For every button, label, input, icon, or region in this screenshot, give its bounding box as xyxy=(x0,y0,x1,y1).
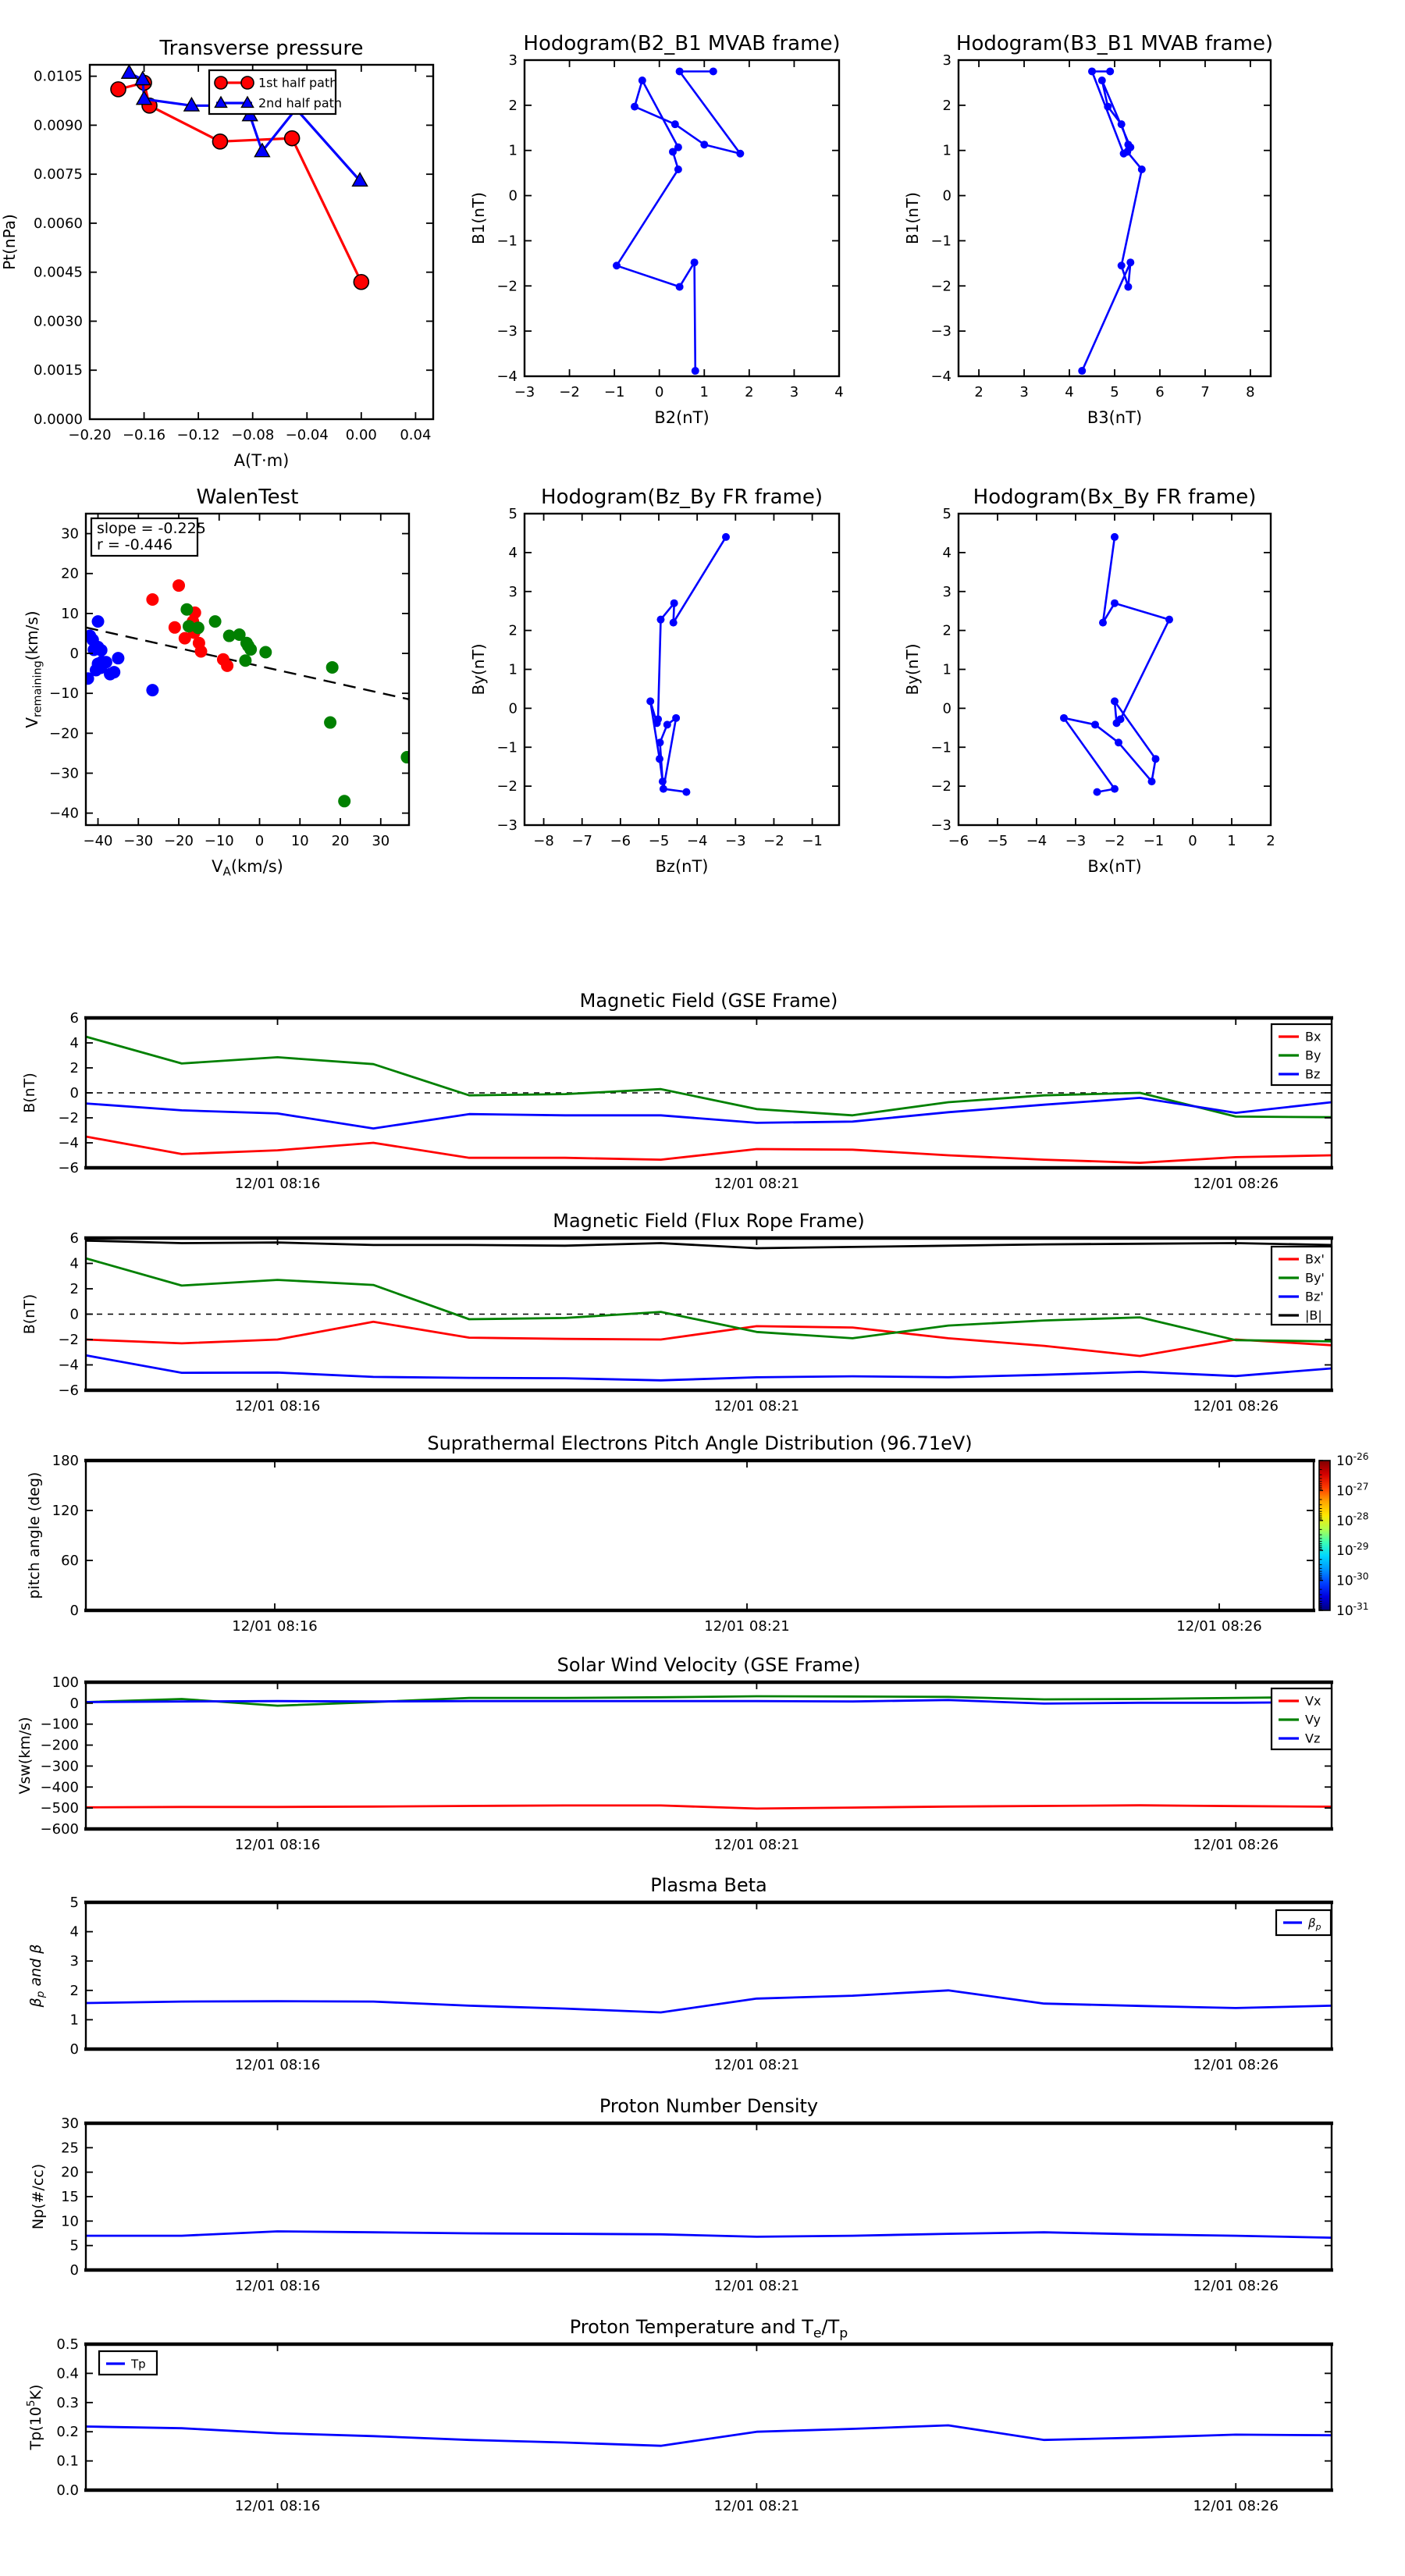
panel-hodogram-bx-by xyxy=(903,486,1275,876)
legend-label: $\beta_p$ xyxy=(1308,1916,1321,1932)
svg-text:−2: −2 xyxy=(930,278,951,295)
svg-text:120: 120 xyxy=(52,1503,79,1519)
colorbar-tick-label: $10^{-29}$ xyxy=(1336,1541,1369,1560)
svg-text:3: 3 xyxy=(942,52,951,69)
legend-label: Vy xyxy=(1305,1712,1321,1727)
svg-text:30: 30 xyxy=(61,2115,79,2132)
y-axis-label: B(nT) xyxy=(21,1073,38,1113)
colorbar-tick-label: $10^{-27}$ xyxy=(1336,1481,1369,1500)
svg-text:−4: −4 xyxy=(930,368,951,385)
svg-text:−1: −1 xyxy=(930,233,951,250)
svg-text:100: 100 xyxy=(52,1674,79,1691)
svg-text:12/01 08:26: 12/01 08:26 xyxy=(1176,1618,1262,1635)
svg-text:20: 20 xyxy=(61,2164,79,2181)
svg-text:0.2: 0.2 xyxy=(56,2424,79,2441)
legend-label: 2nd half path xyxy=(258,95,343,111)
svg-text:12/01 08:21: 12/01 08:21 xyxy=(713,2057,800,2073)
svg-text:4: 4 xyxy=(834,384,844,400)
y-axis-label: Vsw(km/s) xyxy=(16,1717,34,1795)
svg-text:2: 2 xyxy=(508,622,518,639)
svg-text:−2: −2 xyxy=(496,778,518,795)
svg-text:−3: −3 xyxy=(514,384,535,400)
svg-text:2: 2 xyxy=(69,1060,79,1076)
svg-text:−2: −2 xyxy=(559,384,580,400)
svg-text:0: 0 xyxy=(69,1085,79,1101)
svg-text:−3: −3 xyxy=(725,833,746,849)
svg-text:0: 0 xyxy=(508,187,518,205)
svg-text:0: 0 xyxy=(69,2262,79,2279)
svg-text:10: 10 xyxy=(61,2213,79,2230)
svg-text:−10: −10 xyxy=(49,685,79,703)
svg-text:−0.12: −0.12 xyxy=(176,427,220,443)
svg-text:−1: −1 xyxy=(496,233,518,250)
y-axis-label: $\beta_p$ and β xyxy=(27,1944,48,2008)
svg-text:10: 10 xyxy=(290,833,309,849)
svg-text:25: 25 xyxy=(61,2140,79,2157)
colorbar-tick-label: $10^{-28}$ xyxy=(1336,1510,1369,1529)
svg-text:12/01 08:21: 12/01 08:21 xyxy=(713,1176,800,1192)
svg-text:−0.08: −0.08 xyxy=(231,427,275,443)
svg-text:0.0045: 0.0045 xyxy=(34,264,83,281)
svg-text:8: 8 xyxy=(1246,384,1255,400)
colorbar-tick-label: $10^{-31}$ xyxy=(1336,1600,1369,1619)
legend xyxy=(1272,1247,1332,1325)
svg-text:10: 10 xyxy=(61,605,79,622)
svg-text:0: 0 xyxy=(254,833,265,849)
y-axis-label: $Tp(10^5K)$ xyxy=(25,2384,44,2450)
svg-text:3: 3 xyxy=(789,384,799,400)
svg-text:12/01 08:26: 12/01 08:26 xyxy=(1193,2057,1279,2073)
svg-text:1: 1 xyxy=(942,661,951,678)
svg-text:0: 0 xyxy=(69,646,79,663)
svg-text:−3: −3 xyxy=(496,817,518,834)
svg-text:−0.20: −0.20 xyxy=(68,427,112,443)
panel-walen-test xyxy=(23,486,413,879)
legend-label: Bx xyxy=(1305,1029,1321,1044)
colorbar-tick-label: $10^{-26}$ xyxy=(1336,1450,1369,1469)
x-axis-label: Bx(nT) xyxy=(1087,857,1142,876)
svg-text:30: 30 xyxy=(372,833,390,849)
svg-text:0.0075: 0.0075 xyxy=(34,166,83,183)
svg-text:slope = -0.225: slope = -0.225 xyxy=(97,520,206,537)
svg-text:4: 4 xyxy=(69,1923,79,1941)
svg-text:2: 2 xyxy=(942,622,951,639)
svg-text:−5: −5 xyxy=(648,833,670,849)
svg-text:−6: −6 xyxy=(948,833,969,849)
chart-title: Hodogram(Bz_By FR frame) xyxy=(541,486,823,509)
svg-text:−0.04: −0.04 xyxy=(285,427,329,443)
panel-plasma-beta xyxy=(27,1874,1333,2073)
svg-text:−1: −1 xyxy=(1143,833,1165,849)
colorbar xyxy=(1319,1451,1369,1619)
svg-text:5: 5 xyxy=(942,506,951,522)
svg-text:12/01 08:21: 12/01 08:21 xyxy=(713,1837,800,1853)
svg-text:−3: −3 xyxy=(1065,833,1087,849)
svg-text:−500: −500 xyxy=(40,1800,79,1817)
svg-text:0.00: 0.00 xyxy=(345,427,377,443)
legend xyxy=(209,70,342,114)
svg-text:6: 6 xyxy=(1155,384,1165,400)
colorbar-tick-label: $10^{-30}$ xyxy=(1336,1571,1369,1589)
svg-text:12/01 08:16: 12/01 08:16 xyxy=(234,1837,321,1853)
y-axis-label: B(nT) xyxy=(21,1293,38,1335)
legend-label: By xyxy=(1305,1048,1321,1063)
svg-text:−40: −40 xyxy=(83,833,113,849)
svg-text:−2: −2 xyxy=(496,278,518,295)
svg-text:0: 0 xyxy=(69,1603,79,1619)
svg-text:2: 2 xyxy=(69,1982,79,1999)
legend xyxy=(99,2351,157,2375)
chart-title: Transverse pressure xyxy=(159,37,364,60)
svg-text:−20: −20 xyxy=(49,725,79,742)
svg-text:1: 1 xyxy=(508,661,518,678)
svg-text:0.04: 0.04 xyxy=(400,427,432,443)
svg-text:2: 2 xyxy=(942,97,951,114)
svg-text:3: 3 xyxy=(508,583,518,600)
legend-label: |B| xyxy=(1305,1308,1322,1323)
y-axis-label: $V_{remaining}(km/s)$ xyxy=(23,610,44,728)
svg-text:3: 3 xyxy=(69,1953,79,1970)
y-axis-label: By(nT) xyxy=(903,643,922,696)
svg-text:12/01 08:21: 12/01 08:21 xyxy=(713,1398,800,1414)
panel-solar-wind-velocity xyxy=(16,1654,1333,1853)
x-axis-label: $V_A(km/s)$ xyxy=(212,857,283,879)
svg-text:12/01 08:26: 12/01 08:26 xyxy=(1193,1176,1279,1192)
svg-text:−7: −7 xyxy=(571,833,592,849)
svg-text:60: 60 xyxy=(61,1553,79,1569)
legend xyxy=(1272,1024,1332,1085)
svg-text:−10: −10 xyxy=(204,833,234,849)
legend-label: By' xyxy=(1305,1270,1325,1286)
svg-text:12/01 08:16: 12/01 08:16 xyxy=(234,2278,321,2294)
y-axis-label: pitch angle (deg) xyxy=(26,1471,43,1599)
svg-text:−30: −30 xyxy=(123,833,154,849)
y-axis-label: By(nT) xyxy=(469,643,488,696)
svg-text:15: 15 xyxy=(61,2189,79,2205)
svg-text:−2: −2 xyxy=(763,833,784,849)
svg-text:0.5: 0.5 xyxy=(56,2336,79,2353)
svg-text:20: 20 xyxy=(61,565,79,582)
svg-text:1: 1 xyxy=(508,142,518,159)
svg-text:5: 5 xyxy=(1110,384,1119,400)
svg-text:5: 5 xyxy=(69,1895,79,1911)
svg-text:0: 0 xyxy=(1188,833,1197,849)
legend-label: Vx xyxy=(1305,1693,1321,1709)
legend xyxy=(1272,1688,1332,1749)
chart-title: Solar Wind Velocity (GSE Frame) xyxy=(557,1654,861,1676)
panel-hodogram-bz-by xyxy=(469,486,839,876)
svg-text:0: 0 xyxy=(69,2041,79,2058)
svg-text:4: 4 xyxy=(69,1035,79,1051)
svg-text:30: 30 xyxy=(61,525,79,543)
svg-text:12/01 08:16: 12/01 08:16 xyxy=(234,1176,321,1192)
svg-text:−3: −3 xyxy=(930,817,951,834)
svg-text:−1: −1 xyxy=(802,833,823,849)
svg-text:−2: −2 xyxy=(58,1110,79,1126)
svg-text:1: 1 xyxy=(942,142,951,159)
chart-title: Magnetic Field (GSE Frame) xyxy=(579,990,838,1012)
svg-text:3: 3 xyxy=(508,52,518,69)
x-axis-label: Bz(nT) xyxy=(655,857,709,876)
svg-text:−30: −30 xyxy=(49,765,79,782)
svg-text:−0.16: −0.16 xyxy=(122,427,166,443)
svg-text:−100: −100 xyxy=(40,1716,79,1733)
svg-text:0.0090: 0.0090 xyxy=(34,117,83,134)
svg-text:−2: −2 xyxy=(930,778,951,795)
svg-text:−1: −1 xyxy=(496,739,518,756)
svg-text:1: 1 xyxy=(699,384,710,400)
svg-text:−4: −4 xyxy=(58,1135,79,1151)
svg-text:1: 1 xyxy=(1227,833,1236,849)
svg-text:0.0: 0.0 xyxy=(56,2482,79,2499)
panel-hodogram-b2-b1 xyxy=(469,32,844,427)
svg-text:2: 2 xyxy=(974,384,984,400)
svg-text:−3: −3 xyxy=(930,323,951,340)
svg-text:0: 0 xyxy=(69,1306,79,1323)
svg-text:−6: −6 xyxy=(58,1160,79,1176)
svg-text:6: 6 xyxy=(69,1230,79,1247)
svg-text:−4: −4 xyxy=(686,833,708,849)
svg-text:−2: −2 xyxy=(58,1332,79,1348)
svg-text:12/01 08:26: 12/01 08:26 xyxy=(1193,1837,1279,1853)
svg-text:0.4: 0.4 xyxy=(56,2365,79,2382)
panel-proton-temperature xyxy=(25,2316,1333,2514)
panel-magnetic-field-fr xyxy=(21,1210,1333,1414)
svg-text:0.0030: 0.0030 xyxy=(34,313,83,330)
svg-text:3: 3 xyxy=(942,583,951,600)
svg-text:7: 7 xyxy=(1200,384,1210,400)
svg-text:12/01 08:21: 12/01 08:21 xyxy=(704,1618,790,1635)
svg-text:1: 1 xyxy=(69,2012,79,2029)
y-axis-label: B1(nT) xyxy=(903,192,922,244)
svg-text:−4: −4 xyxy=(496,368,518,385)
svg-text:−1: −1 xyxy=(930,739,951,756)
y-axis-label: Np(#/cc) xyxy=(30,2163,47,2230)
svg-text:12/01 08:16: 12/01 08:16 xyxy=(234,1398,321,1414)
chart-title: Hodogram(B2_B1 MVAB frame) xyxy=(523,32,841,55)
y-axis-label: Pt(nPa) xyxy=(0,214,19,270)
svg-text:0.1: 0.1 xyxy=(56,2453,79,2470)
chart-title: Proton Temperature and $T_e/T_p$ xyxy=(569,2316,848,2342)
chart-title: Plasma Beta xyxy=(650,1874,767,1896)
svg-text:0: 0 xyxy=(508,700,518,717)
svg-text:0: 0 xyxy=(942,187,951,205)
legend-label: 1st half path xyxy=(258,75,338,91)
svg-text:5: 5 xyxy=(69,2237,79,2254)
svg-text:0.0060: 0.0060 xyxy=(34,215,83,232)
chart-title: Magnetic Field (Flux Rope Frame) xyxy=(553,1210,865,1232)
svg-text:−40: −40 xyxy=(49,805,79,822)
panel-transverse-pressure xyxy=(0,37,433,470)
legend-label: Vz xyxy=(1305,1731,1321,1746)
svg-text:−20: −20 xyxy=(164,833,194,849)
panel-hodogram-b3-b1 xyxy=(903,32,1273,427)
svg-text:12/01 08:16: 12/01 08:16 xyxy=(234,2057,321,2073)
svg-text:−4: −4 xyxy=(58,1357,79,1374)
panel-proton-density xyxy=(30,2095,1333,2294)
x-axis-label: B3(nT) xyxy=(1087,408,1143,427)
svg-text:20: 20 xyxy=(331,833,350,849)
svg-text:−6: −6 xyxy=(610,833,631,849)
svg-text:4: 4 xyxy=(1065,384,1074,400)
legend-label: Bx' xyxy=(1305,1251,1325,1267)
svg-text:5: 5 xyxy=(508,506,518,522)
svg-text:−200: −200 xyxy=(40,1737,79,1754)
legend-label: Bz xyxy=(1305,1066,1321,1082)
svg-text:12/01 08:16: 12/01 08:16 xyxy=(234,2498,321,2514)
svg-text:4: 4 xyxy=(508,544,518,561)
svg-text:12/01 08:21: 12/01 08:21 xyxy=(713,2498,800,2514)
svg-text:0.0000: 0.0000 xyxy=(34,411,83,428)
svg-text:6: 6 xyxy=(69,1010,79,1026)
y-axis-label: B1(nT) xyxy=(469,192,488,244)
panel-electron-pitch-angle xyxy=(26,1432,1369,1635)
svg-text:12/01 08:16: 12/01 08:16 xyxy=(232,1618,318,1635)
legend-label: Bz' xyxy=(1305,1289,1324,1304)
svg-text:12/01 08:21: 12/01 08:21 xyxy=(713,2278,800,2294)
svg-text:2: 2 xyxy=(69,1281,79,1297)
annotation-box xyxy=(91,518,206,556)
svg-text:−8: −8 xyxy=(533,833,554,849)
svg-text:−5: −5 xyxy=(987,833,1008,849)
svg-text:−4: −4 xyxy=(1026,833,1048,849)
svg-text:−600: −600 xyxy=(40,1821,79,1838)
svg-text:2: 2 xyxy=(1266,833,1275,849)
svg-text:3: 3 xyxy=(1019,384,1029,400)
svg-text:0: 0 xyxy=(942,700,951,717)
chart-title: Hodogram(Bx_By FR frame) xyxy=(973,486,1257,509)
x-axis-label: B2(nT) xyxy=(654,408,710,427)
svg-text:12/01 08:26: 12/01 08:26 xyxy=(1193,2498,1279,2514)
svg-text:r = -0.446: r = -0.446 xyxy=(97,536,173,553)
svg-text:0: 0 xyxy=(69,1695,79,1712)
svg-text:0.0105: 0.0105 xyxy=(34,68,83,85)
chart-title: Proton Number Density xyxy=(599,2095,819,2117)
svg-text:0: 0 xyxy=(654,384,664,400)
svg-text:−400: −400 xyxy=(40,1779,79,1796)
legend-label: Tp xyxy=(131,2357,146,2371)
svg-text:−6: −6 xyxy=(58,1382,79,1399)
panel-magnetic-field-gse xyxy=(21,990,1333,1192)
svg-text:12/01 08:26: 12/01 08:26 xyxy=(1193,2278,1279,2294)
svg-text:−2: −2 xyxy=(1104,833,1126,849)
svg-text:0.0015: 0.0015 xyxy=(34,362,83,379)
chart-title: Suprathermal Electrons Pitch Angle Distribution (96.71eV) xyxy=(427,1432,973,1454)
svg-text:−1: −1 xyxy=(603,384,625,400)
svg-text:12/01 08:26: 12/01 08:26 xyxy=(1193,1398,1279,1414)
svg-text:0.3: 0.3 xyxy=(56,2394,79,2411)
svg-text:4: 4 xyxy=(942,544,951,561)
svg-text:2: 2 xyxy=(508,97,518,114)
legend xyxy=(1276,1910,1331,1935)
chart-title: WalenTest xyxy=(196,486,299,509)
svg-text:−300: −300 xyxy=(40,1758,79,1775)
svg-text:4: 4 xyxy=(69,1255,79,1272)
svg-text:−3: −3 xyxy=(496,323,518,340)
chart-title: Hodogram(B3_B1 MVAB frame) xyxy=(955,32,1274,55)
svg-text:180: 180 xyxy=(52,1453,79,1469)
x-axis-label: A(T·m) xyxy=(233,451,290,470)
svg-text:2: 2 xyxy=(745,384,754,400)
